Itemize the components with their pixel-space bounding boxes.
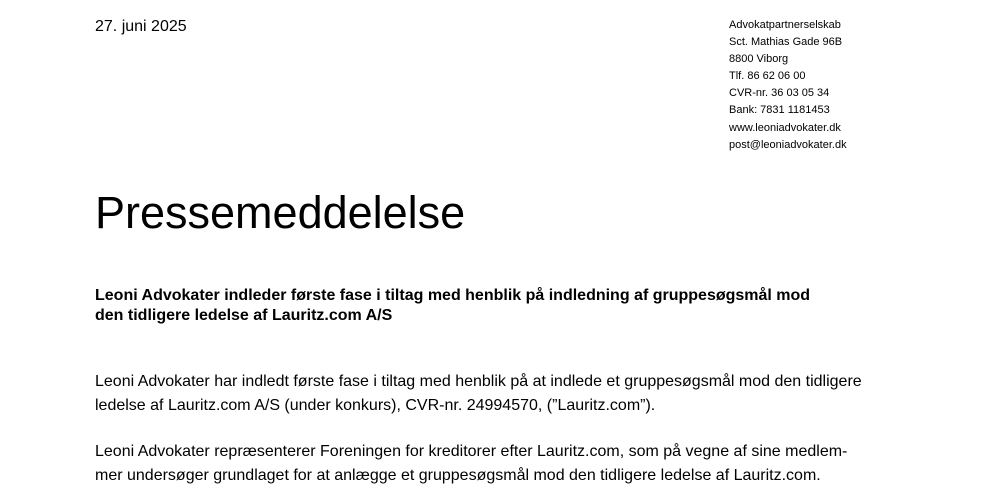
sender-cvr: CVR-nr. 36 03 05 34 <box>729 87 830 100</box>
headline-line: Leoni Advokater indleder første fase i tiltag med henblik på indledning af gruppesøgsmål mod <box>95 287 811 304</box>
sender-company-type: Advokatpartnerselskab <box>729 19 841 31</box>
sender-street: Sct. Mathias Gade 96B <box>729 36 843 49</box>
paragraph-line: Leoni Advokater har indledt første fase i tiltag med henblik på at indlede et gruppesøgsmål mod den tidligere <box>95 373 862 390</box>
paragraph-line: mer undersøger grundlaget for at anlægge et gruppesøgsmål mod den tidligere ledelse af Lauritz.com. <box>95 467 821 484</box>
sender-email: post@leoniadvokater.dk <box>729 138 847 151</box>
body-paragraph-1 <box>95 370 925 418</box>
sender-city: 8800 Viborg <box>729 53 789 66</box>
headline-line: den tidligere ledelse af Lauritz.com A/S <box>95 307 393 324</box>
paragraph-line: ledelse af Lauritz.com A/S (under konkurs), CVR-nr. 24994570, (”Lauritz.com”). <box>95 397 656 414</box>
sender-website: www.leoniadvokater.dk <box>729 121 841 134</box>
sender-bank: Bank: 7831 1181453 <box>729 104 830 117</box>
body-paragraph-2 <box>95 440 925 488</box>
document-date: 27. juni 2025 <box>95 18 187 35</box>
document-title: Pressemeddelelse <box>95 187 466 238</box>
sender-address-block <box>729 17 847 154</box>
press-headline <box>95 286 915 326</box>
sender-phone: Tlf. 86 62 06 00 <box>729 70 806 83</box>
paragraph-line: Leoni Advokater repræsenterer Foreningen for kreditorer efter Lauritz.com, som på vegne af sine medlem- <box>95 443 848 460</box>
